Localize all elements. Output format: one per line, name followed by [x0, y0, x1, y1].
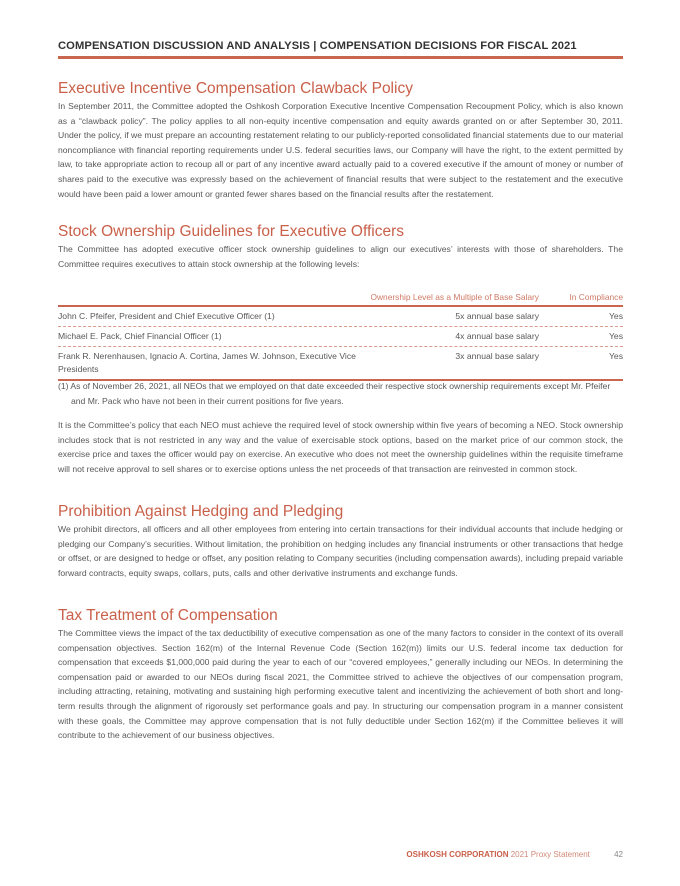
column-header-ownership-level: Ownership Level as a Multiple of Base Salary	[370, 292, 539, 302]
table-row	[58, 347, 623, 379]
tax-heading: Tax Treatment of Compensation	[58, 607, 278, 624]
ownership-level: 3x annual base salary	[455, 351, 539, 361]
footer-brand: OSHKOSH CORPORATION	[406, 850, 509, 859]
executive-name: Michael E. Pack, Chief Financial Officer (1)	[58, 331, 222, 341]
page-number: 42	[614, 850, 623, 859]
stock-ownership-intro: The Committee has adopted executive officer stock ownership guidelines to align our executives’ interests with those of shareholders. The Committee requires executives to attain stock ownership at the following levels:	[58, 244, 623, 269]
compliance-status: Yes	[608, 351, 623, 361]
ownership-level: 5x annual base salary	[455, 311, 539, 321]
table-row	[58, 307, 623, 327]
page-header-title: COMPENSATION DISCUSSION AND ANALYSIS | COMPENSATION DECISIONS FOR FISCAL 2021	[58, 40, 577, 52]
compliance-status: Yes	[608, 331, 623, 341]
executive-name: John C. Pfeifer, President and Chief Executive Officer (1)	[58, 311, 275, 321]
hedging-paragraph: We prohibit directors, all officers and all other employees from entering into certain transactions for their individual accounts that include hedging or pledging our Company’s securities. Without limitation, the prohibition on hedging includes any financial instruments or other transactions that hedge or offset, or are designed to hedge or offset, any position relating to Company securities (including compensation awards), including prepaid variable forward contracts, equity swaps, collars, puts, calls and other derivative instruments and exchange funds.	[58, 524, 623, 578]
clawback-heading: Executive Incentive Compensation Clawback Policy	[58, 80, 413, 97]
stock-ownership-policy: It is the Committee’s policy that each NEO must achieve the required level of stock ownership within five years of becoming a NEO. Stock ownership includes stock that is not restricted in any way and the value of exercisable stock options, based on the market price of our common stock, the exercise price and taxes the officer would pay on exercise. An executive who does not meet the ownership guidelines within the requisite timeframe will not receive approval to sell shares or to exercise options unless the net proceeds of that transaction are reinvested in common stock.	[58, 420, 623, 474]
clawback-paragraph: In September 2011, the Committee adopted the Oshkosh Corporation Executive Incentive Compensation Recoupment Policy, which is also known as a “clawback policy”. The policy applies to all non-equity incentive compensation and equity awards granted on or after September 30, 2011. Under the policy, if we must prepare an accounting restatement relating to our publicly-reported consolidated financial statements due to our material noncompliance with financial reporting requirements under U.S. federal securities laws, our Company will have the right, to the extent permitted by law, to take appropriate action to recoup all or part of any incentive award actually paid to a covered executive if the amount of money or number of shares paid to the executive was expressly based on the achievement of financial results that were subject to the restatement and the executive would have been paid a lower amount or granted fewer shares based on the financial results after the restatement.	[58, 101, 623, 199]
footer-document: 2021 Proxy Statement	[510, 850, 590, 859]
compliance-status: Yes	[608, 311, 623, 321]
executive-name: Frank R. Nerenhausen, Ignacio A. Cortina, James W. Johnson, Executive Vice Presidents	[58, 351, 356, 374]
ownership-table	[58, 290, 623, 381]
table-header	[58, 290, 623, 305]
ownership-level: 4x annual base salary	[455, 331, 539, 341]
tax-paragraph: The Committee views the impact of the tax deductibility of executive compensation as one of the many factors to consider in the context of its overall compensation objectives. Section 162(m) of the Internal Revenue Code (Section 162(m)) limits our U.S. federal income tax deduction for compensation that exceeds $1,000,000 paid during the year to each of our “covered employees,” generally including our NEOs. In determining the compensation paid or awarded to our NEOs during fiscal 2021, the Committee strived to achieve the objectives of our compensation program, including attracting, retaining, motivating and sustaining high performing executive talent and incentivizing the achievement of both short and long-term results through the alignment of rigorously set performance goals and pay. In structuring our compensation program in a manner consistent with these goals, the Committee may approve compensation that is not fully deductible under Section 162(m) if the Committee believes it will contribute to the achievement of our business objectives.	[58, 628, 623, 741]
header-divider	[58, 56, 623, 59]
hedging-heading: Prohibition Against Hedging and Pledging	[58, 503, 344, 520]
table-row	[58, 327, 623, 347]
table-footnote: (1) As of November 26, 2021, all NEOs that we employed on that date exceeded their respective stock ownership requirements except Mr. Pfeifer and Mr. Pack who have not been in their current positions for five years.	[58, 381, 611, 406]
stock-ownership-heading: Stock Ownership Guidelines for Executive Officers	[58, 223, 405, 240]
column-header-compliance: In Compliance	[569, 292, 623, 302]
page-footer	[406, 850, 623, 859]
